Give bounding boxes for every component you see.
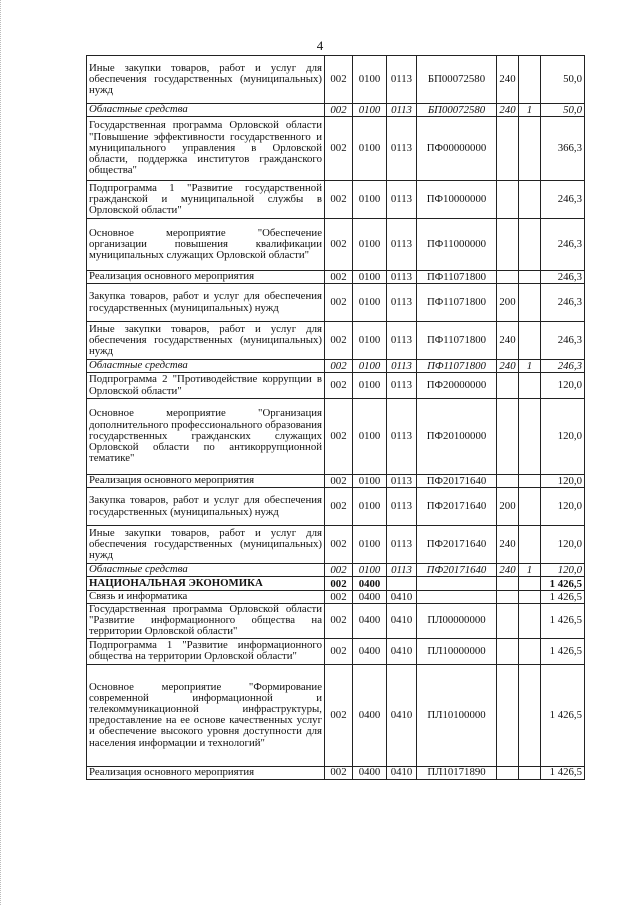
table-row [87, 104, 585, 117]
row-section-code: 0400 [353, 591, 387, 604]
row-expense-type [497, 219, 519, 271]
row-subsection-code: 0113 [387, 399, 417, 475]
table-row [87, 117, 585, 181]
row-ved-code: 002 [325, 591, 353, 604]
row-expense-type [497, 604, 519, 639]
row-amount: 1 426,5 [541, 577, 585, 591]
row-source-code [519, 475, 541, 488]
row-ved-code: 002 [325, 488, 353, 526]
row-target-code: ПФ20171640 [417, 526, 497, 564]
row-target-code: ПФ20171640 [417, 564, 497, 577]
row-expense-type [497, 638, 519, 664]
row-ved-code: 002 [325, 373, 353, 399]
row-amount: 246,3 [541, 219, 585, 271]
row-subsection-code: 0410 [387, 604, 417, 639]
row-subsection-code: 0113 [387, 284, 417, 322]
row-target-code [417, 577, 497, 591]
row-amount: 1 426,5 [541, 604, 585, 639]
row-subsection-code: 0113 [387, 271, 417, 284]
row-name: Реализация основного мероприятия [87, 766, 325, 779]
table-row [87, 475, 585, 488]
row-section-code: 0100 [353, 526, 387, 564]
row-section-code: 0100 [353, 399, 387, 475]
row-target-code: ПФ11071800 [417, 360, 497, 373]
row-name: Закупка товаров, работ и услуг для обеспечения государственных (муниципальных) нужд [87, 284, 325, 322]
row-name: Основное мероприятие "Организация дополнительного профессионального образования государственных гражданских служащих Орловской области по антикоррупционной тематике" [87, 399, 325, 475]
row-ved-code: 002 [325, 604, 353, 639]
row-expense-type [497, 475, 519, 488]
row-subsection-code: 0113 [387, 475, 417, 488]
row-ved-code: 002 [325, 181, 353, 219]
row-amount: 120,0 [541, 488, 585, 526]
row-name: Реализация основного мероприятия [87, 475, 325, 488]
table-row [87, 399, 585, 475]
row-section-code: 0400 [353, 766, 387, 779]
table-row [87, 284, 585, 322]
row-section-code: 0100 [353, 117, 387, 181]
row-name: Реализация основного мероприятия [87, 271, 325, 284]
row-ved-code: 002 [325, 117, 353, 181]
row-target-code [417, 591, 497, 604]
row-section-code: 0100 [353, 564, 387, 577]
row-source-code [519, 577, 541, 591]
row-amount: 366,3 [541, 117, 585, 181]
row-section-code: 0100 [353, 104, 387, 117]
row-subsection-code: 0113 [387, 322, 417, 360]
row-target-code: ПЛ10171890 [417, 766, 497, 779]
row-expense-type [497, 399, 519, 475]
row-target-code: ПФ20171640 [417, 475, 497, 488]
row-target-code: ПЛ10100000 [417, 664, 497, 766]
row-name: Подпрограмма 1 "Развитие информационного общества на территории Орловской области" [87, 638, 325, 664]
row-name: Иные закупки товаров, работ и услуг для обеспечения государственных (муниципальных) нужд [87, 526, 325, 564]
row-subsection-code: 0113 [387, 360, 417, 373]
row-amount: 246,3 [541, 181, 585, 219]
row-name: НАЦИОНАЛЬНАЯ ЭКОНОМИКА [87, 577, 325, 591]
row-subsection-code: 0113 [387, 526, 417, 564]
row-subsection-code: 0113 [387, 564, 417, 577]
row-section-code: 0400 [353, 577, 387, 591]
row-section-code: 0100 [353, 181, 387, 219]
row-name: Иные закупки товаров, работ и услуг для обеспечения государственных (муниципальных) нужд [87, 56, 325, 104]
row-amount: 1 426,5 [541, 638, 585, 664]
table-row [87, 56, 585, 104]
row-target-code: ПЛ00000000 [417, 604, 497, 639]
row-expense-type [497, 591, 519, 604]
row-target-code: ПЛ10000000 [417, 638, 497, 664]
row-target-code: ПФ20171640 [417, 488, 497, 526]
table-row [87, 664, 585, 766]
row-subsection-code: 0113 [387, 219, 417, 271]
row-name: Подпрограмма 2 "Противодействие коррупции в Орловской области" [87, 373, 325, 399]
table-row [87, 766, 585, 779]
row-section-code: 0100 [353, 284, 387, 322]
page-number: 4 [316, 38, 324, 53]
table-row [87, 564, 585, 577]
row-amount: 246,3 [541, 322, 585, 360]
row-target-code: ПФ11071800 [417, 322, 497, 360]
row-subsection-code: 0113 [387, 104, 417, 117]
row-expense-type: 200 [497, 488, 519, 526]
budget-table-body [87, 56, 585, 780]
row-source-code: 1 [519, 360, 541, 373]
row-expense-type: 240 [497, 526, 519, 564]
row-amount: 246,3 [541, 271, 585, 284]
row-section-code: 0100 [353, 56, 387, 104]
row-name: Подпрограмма 1 "Развитие государственной гражданской и муниципальной службы в Орловской области" [87, 181, 325, 219]
row-ved-code: 002 [325, 638, 353, 664]
row-amount: 120,0 [541, 526, 585, 564]
row-name: Связь и информатика [87, 591, 325, 604]
row-name: Областные средства [87, 104, 325, 117]
row-source-code [519, 373, 541, 399]
row-ved-code: 002 [325, 56, 353, 104]
row-source-code [519, 604, 541, 639]
row-section-code: 0400 [353, 604, 387, 639]
row-ved-code: 002 [325, 360, 353, 373]
scan-left-edge [0, 0, 5, 905]
row-expense-type [497, 373, 519, 399]
row-target-code: БП00072580 [417, 104, 497, 117]
row-section-code: 0100 [353, 271, 387, 284]
row-amount: 1 426,5 [541, 591, 585, 604]
row-ved-code: 002 [325, 399, 353, 475]
row-expense-type [497, 117, 519, 181]
row-amount: 1 426,5 [541, 664, 585, 766]
row-ved-code: 002 [325, 475, 353, 488]
row-expense-type: 240 [497, 360, 519, 373]
row-name: Государственная программа Орловской области "Повышение эффективности государственного и муниципального управления в Орловской области, поддержка институтов гражданского общества" [87, 117, 325, 181]
row-name: Областные средства [87, 360, 325, 373]
row-subsection-code: 0410 [387, 664, 417, 766]
row-expense-type [497, 577, 519, 591]
row-ved-code: 002 [325, 104, 353, 117]
row-section-code: 0100 [353, 488, 387, 526]
row-subsection-code: 0113 [387, 117, 417, 181]
row-section-code: 0100 [353, 475, 387, 488]
row-source-code [519, 664, 541, 766]
row-name: Основное мероприятие "Формирование современной информационной и телекоммуникационной инфраструктуры, предоставление на ее основе качественных услуг и обеспечение высокого уровня доступности для населения информации и технологий" [87, 664, 325, 766]
row-subsection-code: 0410 [387, 766, 417, 779]
row-section-code: 0100 [353, 322, 387, 360]
row-ved-code: 002 [325, 284, 353, 322]
row-subsection-code: 0113 [387, 373, 417, 399]
row-ved-code: 002 [325, 564, 353, 577]
table-row [87, 271, 585, 284]
row-section-code: 0400 [353, 638, 387, 664]
row-ved-code: 002 [325, 271, 353, 284]
row-target-code: ПФ11071800 [417, 284, 497, 322]
row-source-code [519, 56, 541, 104]
table-row [87, 577, 585, 591]
row-ved-code: 002 [325, 526, 353, 564]
row-expense-type [497, 766, 519, 779]
row-source-code [519, 322, 541, 360]
row-target-code: ПФ20000000 [417, 373, 497, 399]
row-name: Иные закупки товаров, работ и услуг для обеспечения государственных (муниципальных) нужд [87, 322, 325, 360]
table-row [87, 181, 585, 219]
row-name: Основное мероприятие "Обеспечение организации повышения квалификации муниципальных служащих Орловской области" [87, 219, 325, 271]
table-row [87, 604, 585, 639]
row-source-code [519, 181, 541, 219]
row-subsection-code: 0113 [387, 488, 417, 526]
row-subsection-code: 0410 [387, 591, 417, 604]
row-amount: 246,3 [541, 360, 585, 373]
row-section-code: 0100 [353, 373, 387, 399]
row-section-code: 0100 [353, 360, 387, 373]
table-row [87, 591, 585, 604]
row-source-code [519, 117, 541, 181]
table-row [87, 373, 585, 399]
row-amount: 120,0 [541, 373, 585, 399]
row-expense-type: 240 [497, 564, 519, 577]
row-ved-code: 002 [325, 766, 353, 779]
row-subsection-code: 0113 [387, 181, 417, 219]
table-row [87, 488, 585, 526]
row-source-code: 1 [519, 104, 541, 117]
row-amount: 120,0 [541, 564, 585, 577]
row-source-code [519, 399, 541, 475]
row-target-code: БП00072580 [417, 56, 497, 104]
row-source-code [519, 766, 541, 779]
row-amount: 50,0 [541, 56, 585, 104]
row-expense-type: 200 [497, 284, 519, 322]
budget-table [86, 55, 585, 780]
row-amount: 1 426,5 [541, 766, 585, 779]
row-source-code [519, 638, 541, 664]
table-row [87, 638, 585, 664]
row-name: Областные средства [87, 564, 325, 577]
row-subsection-code: 0410 [387, 638, 417, 664]
row-source-code [519, 271, 541, 284]
row-target-code: ПФ11071800 [417, 271, 497, 284]
row-target-code: ПФ20100000 [417, 399, 497, 475]
row-expense-type: 240 [497, 104, 519, 117]
row-expense-type: 240 [497, 56, 519, 104]
row-amount: 120,0 [541, 475, 585, 488]
table-row [87, 322, 585, 360]
row-amount: 50,0 [541, 104, 585, 117]
row-amount: 120,0 [541, 399, 585, 475]
row-target-code: ПФ00000000 [417, 117, 497, 181]
row-source-code [519, 526, 541, 564]
row-expense-type: 240 [497, 322, 519, 360]
table-row [87, 219, 585, 271]
row-expense-type [497, 664, 519, 766]
row-source-code [519, 488, 541, 526]
row-expense-type [497, 271, 519, 284]
row-ved-code: 002 [325, 577, 353, 591]
row-source-code [519, 219, 541, 271]
row-source-code [519, 591, 541, 604]
row-source-code [519, 284, 541, 322]
row-expense-type [497, 181, 519, 219]
row-target-code: ПФ11000000 [417, 219, 497, 271]
table-row [87, 360, 585, 373]
row-source-code: 1 [519, 564, 541, 577]
row-amount: 246,3 [541, 284, 585, 322]
row-section-code: 0400 [353, 664, 387, 766]
row-ved-code: 002 [325, 322, 353, 360]
row-target-code: ПФ10000000 [417, 181, 497, 219]
row-subsection-code: 0113 [387, 56, 417, 104]
row-ved-code: 002 [325, 219, 353, 271]
row-subsection-code [387, 577, 417, 591]
row-name: Закупка товаров, работ и услуг для обеспечения государственных (муниципальных) нужд [87, 488, 325, 526]
row-name: Государственная программа Орловской области "Развитие информационного общества на территории Орловской области" [87, 604, 325, 639]
table-row [87, 526, 585, 564]
row-ved-code: 002 [325, 664, 353, 766]
row-section-code: 0100 [353, 219, 387, 271]
